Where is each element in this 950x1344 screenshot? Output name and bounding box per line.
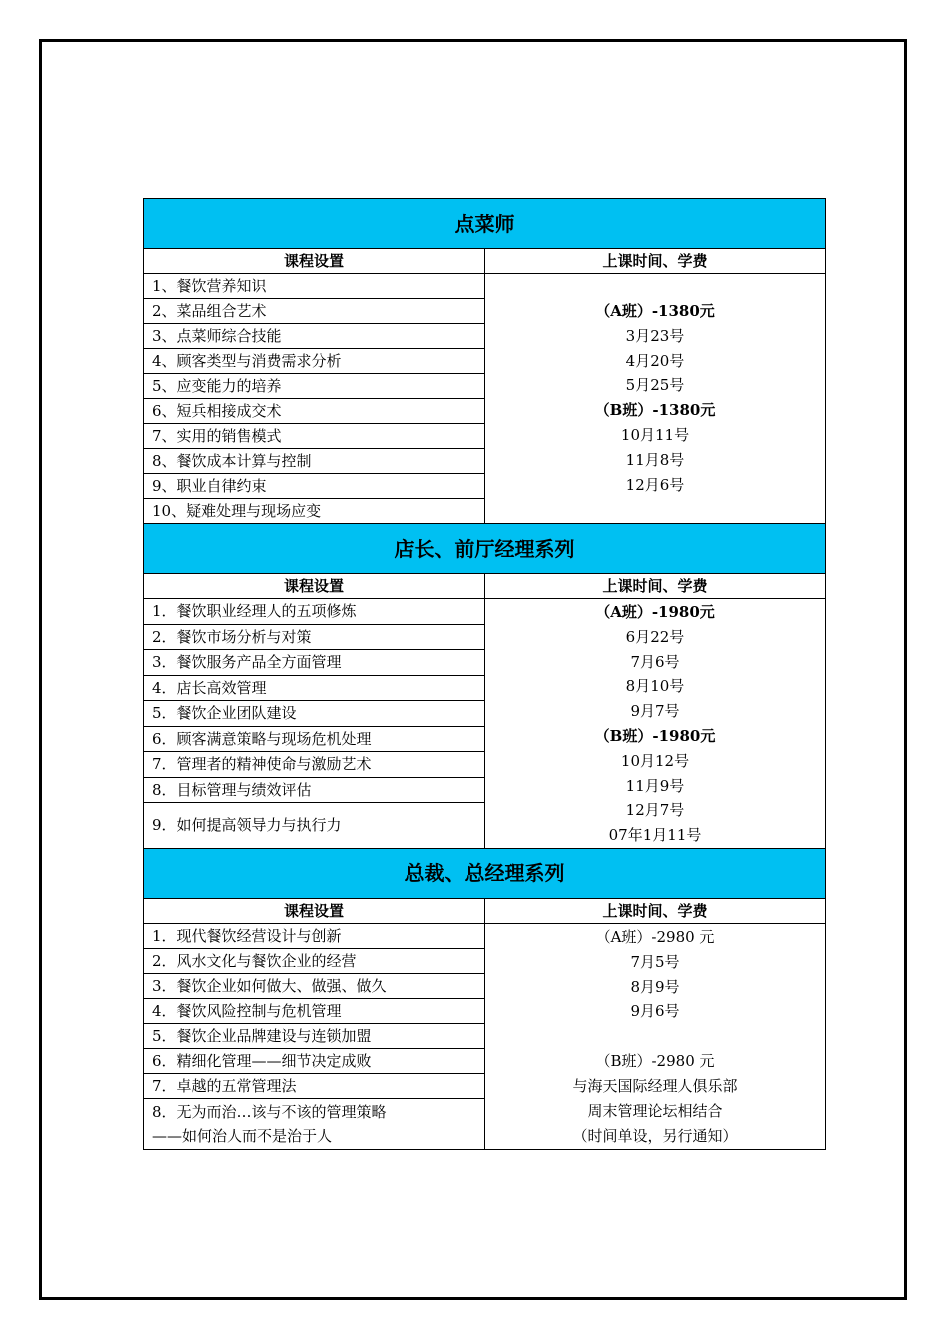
col-header-course: 课程设置: [144, 898, 485, 923]
col-header-time: 上课时间、学费: [485, 249, 826, 274]
course-item: 8、餐饮成本计算与控制: [144, 449, 485, 474]
course-item: 3．餐饮企业如何做大、做强、做久: [144, 973, 485, 998]
schedule-entry: 07年1月11号: [608, 826, 702, 845]
course-item: 5．餐饮企业品牌建设与连锁加盟: [144, 1023, 485, 1048]
course-item: 6．顾客满意策略与现场危机处理: [144, 726, 485, 752]
schedule-entry: 7月6号: [630, 652, 680, 671]
course-schedule-sheet: [143, 198, 825, 1150]
schedule-entry: 8月9号: [630, 977, 680, 996]
course-item-line1: 8．无为而治…该与不该的管理策略: [152, 1102, 387, 1121]
course-item: 10、疑难处理与现场应变: [144, 499, 485, 524]
schedule-entry: （时间单设，另行通知）: [572, 1126, 738, 1145]
schedule-entry: 9月7号: [630, 702, 680, 721]
course-item: 2．风水文化与餐饮企业的经营: [144, 948, 485, 973]
schedule-entry: （B班）-1380元: [594, 401, 716, 420]
course-item: 2．餐饮市场分析与对策: [144, 624, 485, 650]
schedule-entry: （B班）-1980元: [594, 726, 716, 745]
col-header-time: 上课时间、学费: [485, 574, 826, 599]
schedule-entry: 7月5号: [630, 952, 680, 971]
course-item: 5、应变能力的培养: [144, 374, 485, 399]
schedule-entry: 9月6号: [630, 1002, 680, 1021]
schedule-spacer: [485, 1024, 825, 1049]
schedule-cell: [485, 599, 826, 849]
schedule-entry: 与海天国际经理人俱乐部: [572, 1076, 738, 1095]
col-header-time: 上课时间、学费: [485, 898, 826, 923]
course-item: 7．卓越的五常管理法: [144, 1073, 485, 1098]
course-table: [143, 198, 826, 1150]
section-title-ceo-gm: 总裁、总经理系列: [144, 848, 826, 898]
schedule-entry: 11月8号: [625, 450, 685, 469]
course-item: 1、餐饮营养知识: [144, 274, 485, 299]
col-header-course: 课程设置: [144, 249, 485, 274]
course-item: 3、点菜师综合技能: [144, 324, 485, 349]
course-item: 7、实用的销售模式: [144, 424, 485, 449]
course-item: 4、顾客类型与消费需求分析: [144, 349, 485, 374]
schedule-entry: 11月9号: [625, 776, 685, 795]
schedule-entry: 10月12号: [620, 751, 690, 770]
course-item: 9、职业自律约束: [144, 474, 485, 499]
schedule-entry: 12月7号: [625, 801, 685, 820]
course-item: [144, 1098, 485, 1149]
schedule-cell: [485, 274, 826, 524]
schedule-entry: （A班）-1980元: [595, 603, 715, 621]
schedule-entry: 12月6号: [625, 475, 685, 494]
col-header-course: 课程设置: [144, 574, 485, 599]
course-item: 3．餐饮服务产品全方面管理: [144, 650, 485, 676]
course-item: 7．管理者的精神使命与激励艺术: [144, 752, 485, 778]
section-title-dian-cai-shi: 点菜师: [144, 199, 826, 249]
schedule-entry: 10月11号: [620, 425, 690, 444]
schedule-cell: [485, 923, 826, 1149]
schedule-entry: 3月23号: [625, 326, 685, 345]
course-item: 6．精细化管理——细节决定成败: [144, 1048, 485, 1073]
schedule-entry: （B班）-2980 元: [595, 1052, 715, 1071]
course-item: 9．如何提高领导力与执行力: [144, 803, 485, 849]
schedule-entry: （A班）-2980 元: [595, 927, 715, 946]
course-item: 5．餐饮企业团队建设: [144, 701, 485, 727]
schedule-entry: 4月20号: [625, 351, 685, 370]
course-item: 1．现代餐饮经营设计与创新: [144, 923, 485, 948]
course-item: 6、短兵相接成交术: [144, 399, 485, 424]
course-item: 8．目标管理与绩效评估: [144, 777, 485, 803]
schedule-entry: 8月10号: [625, 677, 685, 696]
course-item: 2、菜品组合艺术: [144, 299, 485, 324]
course-item: 1．餐饮职业经理人的五项修炼: [144, 599, 485, 625]
schedule-entry: 5月25号: [625, 376, 685, 395]
course-item-line2: ——如何治人而不是治于人: [152, 1126, 333, 1145]
course-item: 4．店长高效管理: [144, 675, 485, 701]
course-item: 4．餐饮风险控制与危机管理: [144, 998, 485, 1023]
schedule-entry: （A班）-1380元: [595, 302, 715, 320]
schedule-entry: 周末管理论坛相结合: [587, 1101, 723, 1120]
section-title-store-manager: 店长、前厅经理系列: [144, 524, 826, 574]
schedule-entry: 6月22号: [625, 627, 685, 646]
